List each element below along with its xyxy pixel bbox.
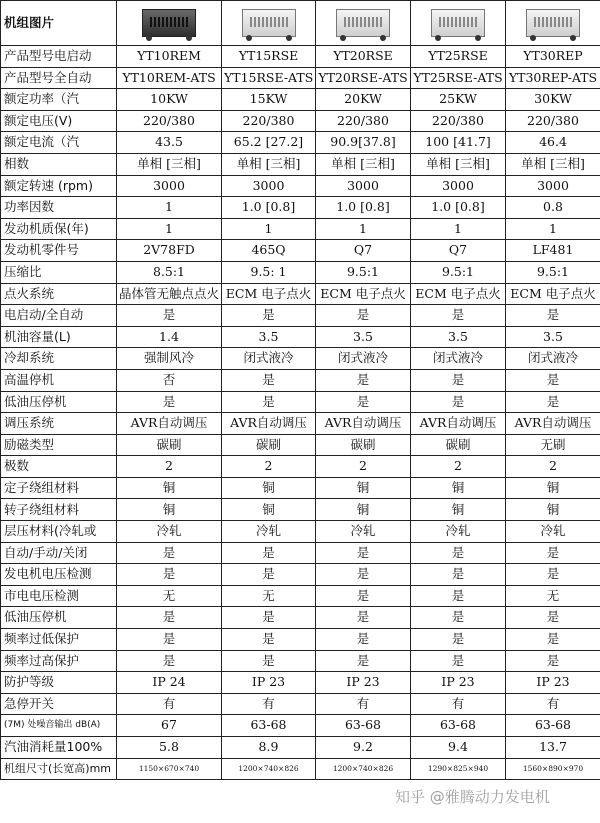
- spec-row: [1, 197, 600, 219]
- row-label: 层压材料(冷轧或: [1, 521, 117, 543]
- spec-row: [1, 326, 600, 348]
- row-label: 极数: [1, 456, 117, 478]
- row-label: 防护等级: [1, 672, 117, 694]
- spec-cell: 单相 [三相]: [506, 153, 600, 175]
- spec-cell: 43.5: [117, 132, 222, 154]
- row-label: 电启动/全自动: [1, 305, 117, 327]
- spec-row: [1, 629, 600, 651]
- spec-row: [1, 585, 600, 607]
- row-label: 急停开关: [1, 693, 117, 715]
- spec-cell: 碳刷: [316, 434, 411, 456]
- spec-cell: 2: [117, 456, 222, 478]
- spec-cell: IP 23: [411, 672, 506, 694]
- spec-cell: 是: [411, 564, 506, 586]
- spec-cell: 铜: [506, 499, 600, 521]
- spec-cell: 90.9[37.8]: [316, 132, 411, 154]
- row-label: 额定电压(V): [1, 110, 117, 132]
- spec-cell: 是: [506, 542, 600, 564]
- spec-cell: LF481: [506, 240, 600, 262]
- spec-cell: YT15RSE: [222, 46, 316, 68]
- watermark: 知乎 @雅腾动力发电机: [395, 788, 550, 806]
- spec-cell: IP 23: [506, 672, 600, 694]
- spec-cell: YT30REP-ATS: [506, 67, 600, 89]
- spec-cell: 是: [506, 629, 600, 651]
- spec-cell: 无刷: [506, 434, 600, 456]
- spec-row: [1, 693, 600, 715]
- spec-cell: Q7: [316, 240, 411, 262]
- spec-cell: 2: [222, 456, 316, 478]
- spec-cell: AVR自动调压: [411, 413, 506, 435]
- spec-cell: 冷轧: [411, 521, 506, 543]
- spec-cell: 1: [411, 218, 506, 240]
- spec-cell: 是: [316, 369, 411, 391]
- spec-cell: 是: [506, 391, 600, 413]
- model-image-cell: [506, 1, 600, 46]
- spec-cell: 是: [316, 564, 411, 586]
- spec-cell: 有: [316, 693, 411, 715]
- spec-cell: 有: [222, 693, 316, 715]
- spec-row: [1, 283, 600, 305]
- spec-cell: 闭式液冷: [411, 348, 506, 370]
- spec-cell: 5.8: [117, 737, 222, 759]
- spec-cell: 9.5:1: [506, 261, 600, 283]
- spec-cell: ECM 电子点火: [316, 283, 411, 305]
- row-label: 机油容量(L): [1, 326, 117, 348]
- spec-cell: 强制风冷: [117, 348, 222, 370]
- spec-cell: 是: [222, 629, 316, 651]
- spec-cell: 3000: [506, 175, 600, 197]
- spec-cell: 是: [411, 607, 506, 629]
- spec-cell: YT15RSE-ATS: [222, 67, 316, 89]
- spec-cell: ECM 电子点火: [411, 283, 506, 305]
- spec-row: [1, 175, 600, 197]
- spec-cell: 1: [506, 218, 600, 240]
- generator-photo: [140, 5, 198, 41]
- spec-row: [1, 715, 600, 737]
- image-row: [1, 1, 600, 46]
- spec-cell: 闭式液冷: [506, 348, 600, 370]
- row-label: 市电电压检测: [1, 585, 117, 607]
- spec-cell: 2: [506, 456, 600, 478]
- spec-cell: 无: [117, 585, 222, 607]
- spec-cell: 63-68: [316, 715, 411, 737]
- spec-cell: 铜: [117, 477, 222, 499]
- spec-cell: 铜: [222, 477, 316, 499]
- spec-cell: 220/380: [316, 110, 411, 132]
- spec-cell: Q7: [411, 240, 506, 262]
- spec-row: [1, 434, 600, 456]
- spec-cell: 是: [506, 369, 600, 391]
- spec-row: [1, 240, 600, 262]
- row-label: 汽油消耗量100%: [1, 737, 117, 759]
- spec-cell: 是: [117, 391, 222, 413]
- spec-cell: 铜: [411, 499, 506, 521]
- spec-row: [1, 46, 600, 68]
- spec-cell: 是: [222, 305, 316, 327]
- row-label: 额定转速 (rpm): [1, 175, 117, 197]
- row-label: 调压系统: [1, 413, 117, 435]
- spec-table-body: [1, 1, 600, 780]
- spec-row: [1, 737, 600, 759]
- row-label: 发动机质保(年): [1, 218, 117, 240]
- spec-cell: 是: [117, 564, 222, 586]
- spec-row: [1, 542, 600, 564]
- row-label: 额定电流（汽: [1, 132, 117, 154]
- spec-row: [1, 413, 600, 435]
- spec-row: [1, 67, 600, 89]
- spec-cell: 220/380: [506, 110, 600, 132]
- spec-row: [1, 672, 600, 694]
- spec-cell: 100 [41.7]: [411, 132, 506, 154]
- row-label: 转子绕组材料: [1, 499, 117, 521]
- spec-cell: YT10REM: [117, 46, 222, 68]
- spec-row: [1, 369, 600, 391]
- spec-cell: 220/380: [117, 110, 222, 132]
- spec-cell: 1.0 [0.8]: [222, 197, 316, 219]
- spec-cell: 冷轧: [222, 521, 316, 543]
- spec-cell: 单相 [三相]: [117, 153, 222, 175]
- spec-cell: 冷轧: [316, 521, 411, 543]
- spec-cell: 单相 [三相]: [222, 153, 316, 175]
- spec-cell: YT20RSE: [316, 46, 411, 68]
- row-label: 功率因数: [1, 197, 117, 219]
- spec-row: [1, 564, 600, 586]
- spec-cell: 单相 [三相]: [316, 153, 411, 175]
- spec-cell: 20KW: [316, 89, 411, 111]
- spec-cell: 闭式液冷: [222, 348, 316, 370]
- row-label: 机组尺寸(长宽高)mm: [1, 758, 117, 780]
- model-image-cell: [222, 1, 316, 46]
- spec-cell: IP 24: [117, 672, 222, 694]
- spec-cell: IP 23: [316, 672, 411, 694]
- model-image-cell: [117, 1, 222, 46]
- spec-cell: 1290×825×940: [411, 758, 506, 780]
- spec-cell: AVR自动调压: [316, 413, 411, 435]
- spec-row: [1, 348, 600, 370]
- spec-row: [1, 218, 600, 240]
- spec-cell: 是: [222, 542, 316, 564]
- spec-cell: 有: [117, 693, 222, 715]
- spec-cell: 是: [316, 650, 411, 672]
- spec-cell: 铜: [117, 499, 222, 521]
- generator-photo: [524, 5, 582, 41]
- spec-cell: 是: [411, 305, 506, 327]
- spec-cell: 1150×670×740: [117, 758, 222, 780]
- spec-cell: 0.8: [506, 197, 600, 219]
- spec-cell: 3.5: [316, 326, 411, 348]
- spec-cell: 是: [222, 564, 316, 586]
- spec-cell: 是: [117, 650, 222, 672]
- spec-cell: 是: [222, 369, 316, 391]
- spec-cell: 是: [506, 650, 600, 672]
- spec-cell: 10KW: [117, 89, 222, 111]
- spec-cell: 是: [316, 629, 411, 651]
- spec-cell: 碳刷: [411, 434, 506, 456]
- spec-cell: 是: [316, 391, 411, 413]
- spec-cell: 46.4: [506, 132, 600, 154]
- spec-cell: 3.5: [411, 326, 506, 348]
- spec-cell: 1200×740×826: [222, 758, 316, 780]
- spec-cell: 是: [506, 305, 600, 327]
- spec-cell: 铜: [222, 499, 316, 521]
- spec-cell: 是: [222, 391, 316, 413]
- spec-cell: 无: [506, 585, 600, 607]
- spec-row: [1, 456, 600, 478]
- spec-cell: 是: [117, 305, 222, 327]
- generator-photo: [429, 5, 487, 41]
- spec-cell: YT30REP: [506, 46, 600, 68]
- spec-row: [1, 261, 600, 283]
- spec-cell: 铜: [411, 477, 506, 499]
- row-label: 自动/手动/关闭: [1, 542, 117, 564]
- row-label: 低油压停机: [1, 607, 117, 629]
- spec-cell: 3.5: [222, 326, 316, 348]
- spec-cell: YT20RSE-ATS: [316, 67, 411, 89]
- row-label: 产品型号全自动: [1, 67, 117, 89]
- row-label: 频率过低保护: [1, 629, 117, 651]
- spec-cell: 碳刷: [117, 434, 222, 456]
- spec-cell: 铜: [316, 477, 411, 499]
- spec-cell: 1: [316, 218, 411, 240]
- spec-cell: 63-68: [506, 715, 600, 737]
- header-label: 机组图片: [1, 1, 117, 46]
- row-label: 低油压停机: [1, 391, 117, 413]
- spec-cell: 是: [316, 585, 411, 607]
- spec-cell: 是: [411, 369, 506, 391]
- spec-cell: 2: [411, 456, 506, 478]
- spec-cell: 闭式液冷: [316, 348, 411, 370]
- spec-cell: 1: [117, 197, 222, 219]
- spec-cell: 1200×740×826: [316, 758, 411, 780]
- spec-cell: YT25RSE: [411, 46, 506, 68]
- spec-cell: 铜: [506, 477, 600, 499]
- spec-row: [1, 607, 600, 629]
- row-label: 额定功率（汽: [1, 89, 117, 111]
- spec-cell: 15KW: [222, 89, 316, 111]
- row-label: 励磁类型: [1, 434, 117, 456]
- spec-cell: 9.2: [316, 737, 411, 759]
- spec-cell: 是: [506, 564, 600, 586]
- generator-photo: [240, 5, 298, 41]
- row-label: 点火系统: [1, 283, 117, 305]
- spec-cell: 冷轧: [117, 521, 222, 543]
- generator-photo: [334, 5, 392, 41]
- spec-cell: 220/380: [411, 110, 506, 132]
- spec-row: [1, 132, 600, 154]
- spec-row: [1, 89, 600, 111]
- spec-cell: 1.0 [0.8]: [411, 197, 506, 219]
- spec-cell: 3000: [316, 175, 411, 197]
- spec-cell: 9.5:1: [316, 261, 411, 283]
- spec-cell: 铜: [316, 499, 411, 521]
- spec-cell: 否: [117, 369, 222, 391]
- spec-cell: 25KW: [411, 89, 506, 111]
- spec-cell: 13.7: [506, 737, 600, 759]
- spec-cell: 冷轧: [506, 521, 600, 543]
- spec-cell: 是: [506, 607, 600, 629]
- row-label: (7M) 处噪音输出 dB(A): [1, 715, 117, 737]
- spec-row: [1, 305, 600, 327]
- spec-cell: 是: [316, 607, 411, 629]
- spec-cell: 9.5: 1: [222, 261, 316, 283]
- spec-cell: 是: [411, 542, 506, 564]
- spec-row: [1, 758, 600, 780]
- spec-cell: YT10REM-ATS: [117, 67, 222, 89]
- spec-cell: AVR自动调压: [117, 413, 222, 435]
- spec-row: [1, 499, 600, 521]
- spec-cell: 1560×890×970: [506, 758, 600, 780]
- row-label: 发动机零件号: [1, 240, 117, 262]
- spec-cell: 2V78FD: [117, 240, 222, 262]
- spec-cell: 30KW: [506, 89, 600, 111]
- model-image-cell: [316, 1, 411, 46]
- spec-cell: 是: [117, 542, 222, 564]
- spec-cell: 63-68: [222, 715, 316, 737]
- row-label: 压缩比: [1, 261, 117, 283]
- spec-row: [1, 391, 600, 413]
- spec-cell: 465Q: [222, 240, 316, 262]
- spec-cell: 是: [117, 607, 222, 629]
- spec-cell: YT25RSE-ATS: [411, 67, 506, 89]
- spec-cell: 9.5:1: [411, 261, 506, 283]
- spec-cell: AVR自动调压: [222, 413, 316, 435]
- spec-cell: 3000: [411, 175, 506, 197]
- spec-cell: IP 23: [222, 672, 316, 694]
- row-label: 发电机电压检测: [1, 564, 117, 586]
- spec-cell: 是: [411, 391, 506, 413]
- spec-cell: 9.4: [411, 737, 506, 759]
- row-label: 频率过高保护: [1, 650, 117, 672]
- spec-cell: 8.5:1: [117, 261, 222, 283]
- spec-cell: 碳刷: [222, 434, 316, 456]
- spec-cell: 63-68: [411, 715, 506, 737]
- spec-cell: ECM 电子点火: [222, 283, 316, 305]
- spec-cell: 1.0 [0.8]: [316, 197, 411, 219]
- row-label: 产品型号电启动: [1, 46, 117, 68]
- model-image-cell: [411, 1, 506, 46]
- spec-cell: 是: [222, 650, 316, 672]
- spec-cell: 是: [117, 629, 222, 651]
- spec-row: [1, 110, 600, 132]
- spec-cell: 67: [117, 715, 222, 737]
- spec-cell: 1: [222, 218, 316, 240]
- spec-cell: 晶体管无触点点火: [117, 283, 222, 305]
- row-label: 定子绕组材料: [1, 477, 117, 499]
- spec-cell: 220/380: [222, 110, 316, 132]
- spec-cell: AVR自动调压: [506, 413, 600, 435]
- spec-cell: 65.2 [27.2]: [222, 132, 316, 154]
- spec-cell: 8.9: [222, 737, 316, 759]
- spec-cell: 是: [411, 629, 506, 651]
- row-label: 相数: [1, 153, 117, 175]
- spec-cell: 1: [117, 218, 222, 240]
- spec-cell: 是: [411, 585, 506, 607]
- spec-row: [1, 650, 600, 672]
- spec-row: [1, 477, 600, 499]
- spec-cell: 是: [316, 542, 411, 564]
- spec-row: [1, 521, 600, 543]
- spec-cell: 3.5: [506, 326, 600, 348]
- spec-cell: ECM 电子点火: [506, 283, 600, 305]
- spec-cell: 单相 [三相]: [411, 153, 506, 175]
- spec-row: [1, 153, 600, 175]
- spec-cell: 有: [506, 693, 600, 715]
- spec-cell: 是: [316, 305, 411, 327]
- row-label: 高温停机: [1, 369, 117, 391]
- spec-cell: 无: [222, 585, 316, 607]
- spec-cell: 是: [222, 607, 316, 629]
- spec-cell: 3000: [117, 175, 222, 197]
- spec-cell: 1.4: [117, 326, 222, 348]
- spec-cell: 有: [411, 693, 506, 715]
- row-label: 冷却系统: [1, 348, 117, 370]
- spec-cell: 是: [411, 650, 506, 672]
- spec-cell: 3000: [222, 175, 316, 197]
- spec-cell: 2: [316, 456, 411, 478]
